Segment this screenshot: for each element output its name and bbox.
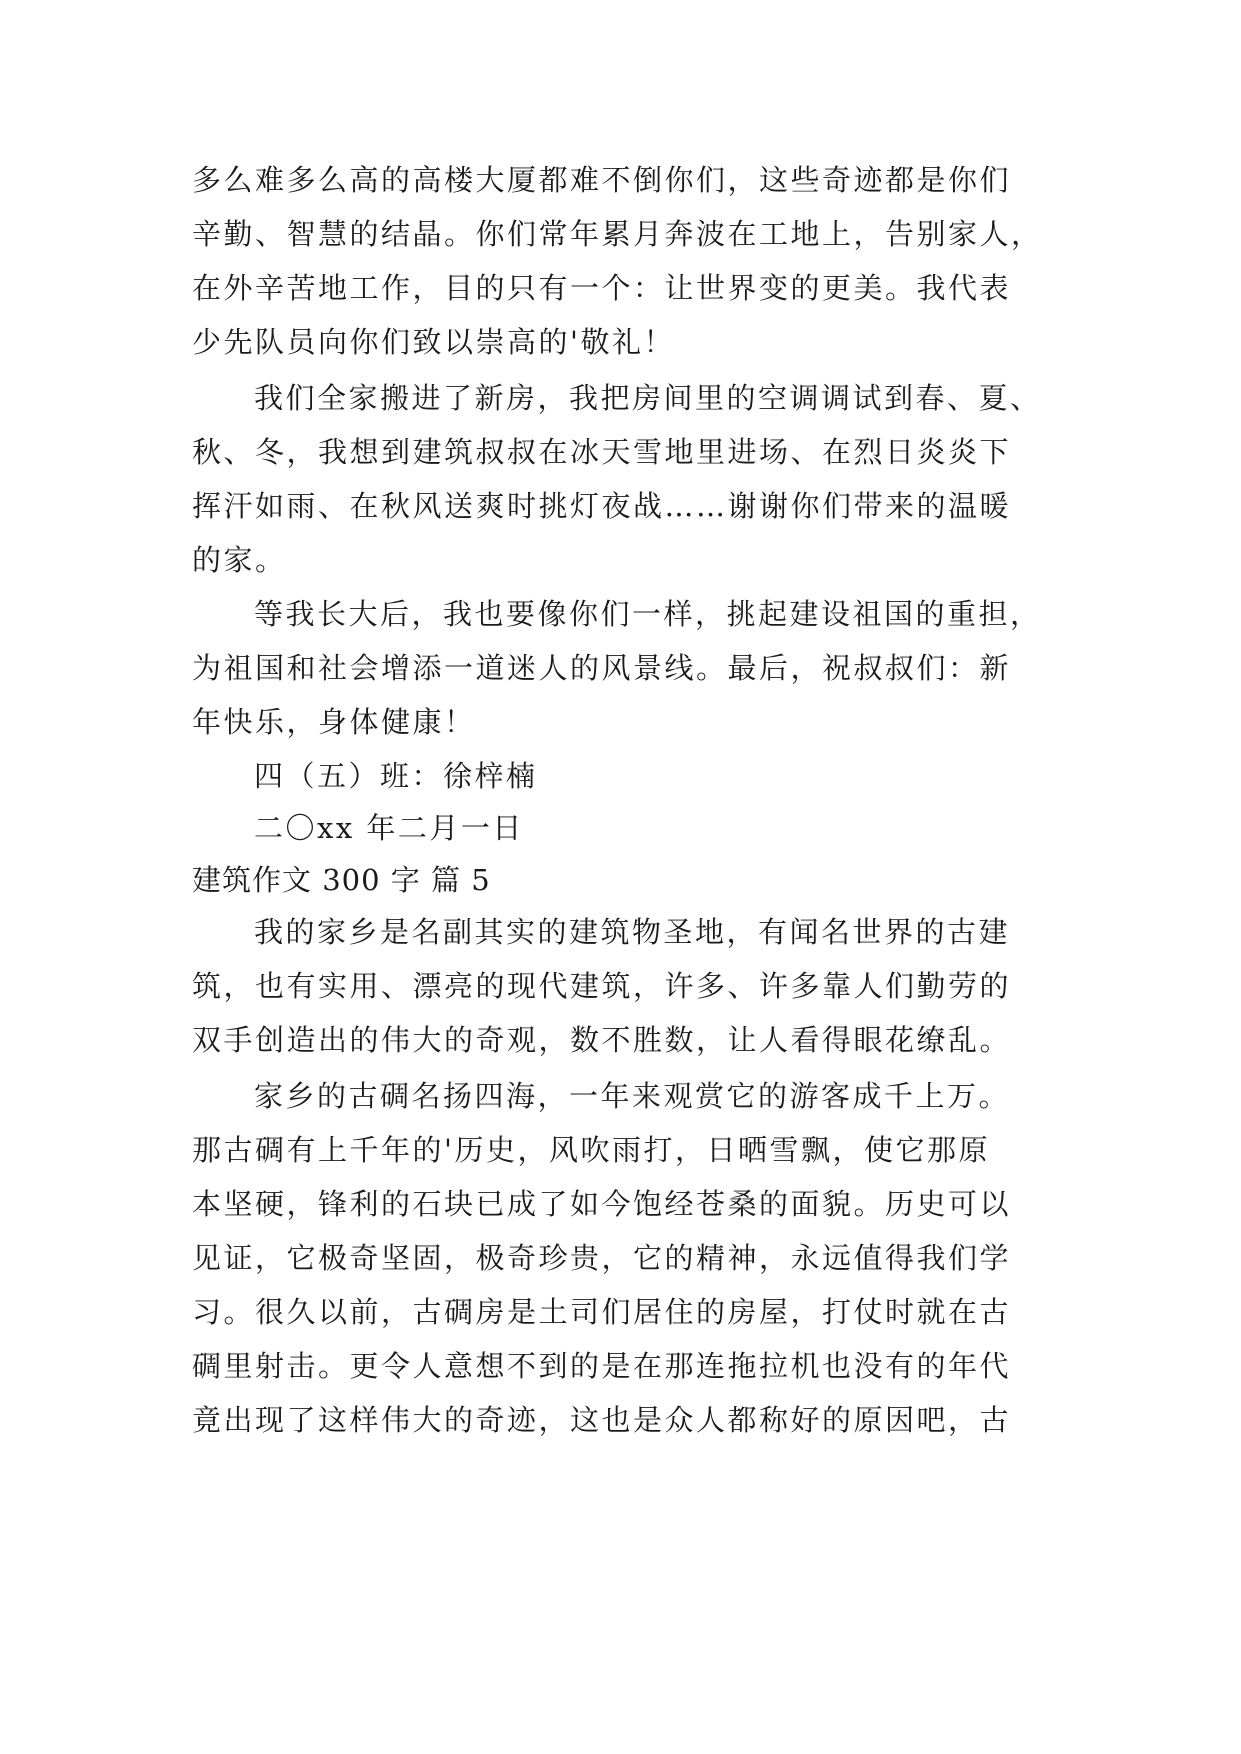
- section-heading: 建筑作文 300 字 篇 5: [192, 863, 491, 897]
- text-line: 我的家乡是名副其实的建筑物圣地，有闻名世界的古建: [254, 915, 1011, 949]
- text-line: 为祖国和社会增添一道迷人的风景线。最后，祝叔叔们：新: [192, 651, 1012, 685]
- author-signature: 四（五）班：徐梓楠: [254, 759, 538, 793]
- text-line: 多么难多么高的高楼大厦都难不倒你们，这些奇迹都是你们: [192, 163, 1012, 197]
- date-line: 二〇xx 年二月一日: [254, 811, 524, 845]
- text-line: 见证，它极奇坚固，极奇珍贵，它的精神，永远值得我们学: [192, 1241, 1012, 1275]
- text-line: 年快乐，身体健康！: [192, 705, 476, 739]
- text-line: 挥汗如雨、在秋风送爽时挑灯夜战……谢谢你们带来的温暖: [192, 489, 1012, 523]
- text-line: 筑，也有实用、漂亮的现代建筑，许多、许多靠人们勤劳的: [192, 969, 1012, 1003]
- text-line: 碉里射击。更令人意想不到的是在那连拖拉机也没有的年代: [192, 1349, 1012, 1383]
- text-line: 本坚硬，锋利的石块已成了如今饱经苍桑的面貌。历史可以: [192, 1187, 1012, 1221]
- text-line: 双手创造出的伟大的奇观，数不胜数，让人看得眼花缭乱。: [192, 1023, 1012, 1057]
- text-line: 的家。: [192, 543, 287, 577]
- text-line: 我们全家搬进了新房，我把房间里的空调调试到春、夏、: [254, 381, 1042, 415]
- text-line: 竟出现了这样伟大的奇迹，这也是众人都称好的原因吧，古: [192, 1403, 1012, 1437]
- text-line: 习。很久以前，古碉房是土司们居住的房屋，打仗时就在古: [192, 1295, 1012, 1329]
- text-line: 家乡的古碉名扬四海，一年来观赏它的游客成千上万。: [254, 1079, 1011, 1113]
- text-line: 等我长大后，我也要像你们一样，挑起建设祖国的重担，: [254, 597, 1042, 631]
- text-line: 那古碉有上千年的'历史，风吹雨打，日晒雪飘，使它那原: [192, 1133, 990, 1167]
- text-line: 在外辛苦地工作，目的只有一个：让世界变的更美。我代表: [192, 271, 1012, 305]
- text-line: 秋、冬，我想到建筑叔叔在冰天雪地里进场、在烈日炎炎下: [192, 435, 1012, 469]
- text-line: 辛勤、智慧的结晶。你们常年累月奔波在工地上，告别家人，: [192, 217, 1043, 251]
- text-line: 少先队员向你们致以崇高的'敬礼！: [192, 325, 675, 359]
